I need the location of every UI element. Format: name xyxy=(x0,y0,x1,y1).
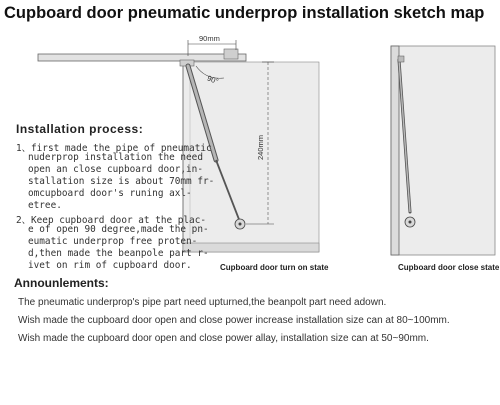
width-label: 90mm xyxy=(199,34,220,43)
installation-line: 1、first made the pipe of pneumatic xyxy=(16,143,212,154)
closed-state-caption: Cupboard door close state xyxy=(398,263,500,272)
installation-heading: Installation process: xyxy=(16,122,144,136)
installation-line: ivet on rim of cupboard door. xyxy=(28,260,192,271)
length-label: 240mm xyxy=(256,134,265,160)
installation-line: 2、Keep cupboard door at the plac- xyxy=(16,215,206,226)
installation-line: omcupboard door's runing axl- xyxy=(28,188,192,199)
installation-line: etree. xyxy=(28,200,62,211)
installation-line: d,then made the beanpole part r- xyxy=(28,248,209,259)
open-door-panel xyxy=(38,54,246,61)
closed-door-panel xyxy=(391,46,399,255)
installation-line: nuderprop installation the need xyxy=(28,152,203,163)
announcement-line: The pneumatic underprop's pipe part need upturned,the beanpolt part need adown. xyxy=(18,297,387,308)
announcements-heading: Announlements: xyxy=(14,276,109,290)
page-title: Cupboard door pneumatic underprop installation sketch map xyxy=(4,4,485,22)
open-state-caption: Cupboard door turn on state xyxy=(220,263,329,272)
installation-line: eumatic underprop free proten- xyxy=(28,236,198,247)
announcement-line: Wish made the cupboard door open and close power allay, installation size can at 50~90mm. xyxy=(18,333,429,344)
closed-cabinet xyxy=(391,46,495,255)
installation-line: e of open 90 degree,made the pn- xyxy=(28,224,209,235)
angle-label: 90° xyxy=(205,73,220,86)
installation-line: stallation size is about 70mm fr- xyxy=(28,176,215,187)
installation-line: open an close cupboard door,in- xyxy=(28,164,203,175)
announcement-line: Wish made the cupboard door open and close power increase installation size can at 80~100mm. xyxy=(18,315,450,326)
